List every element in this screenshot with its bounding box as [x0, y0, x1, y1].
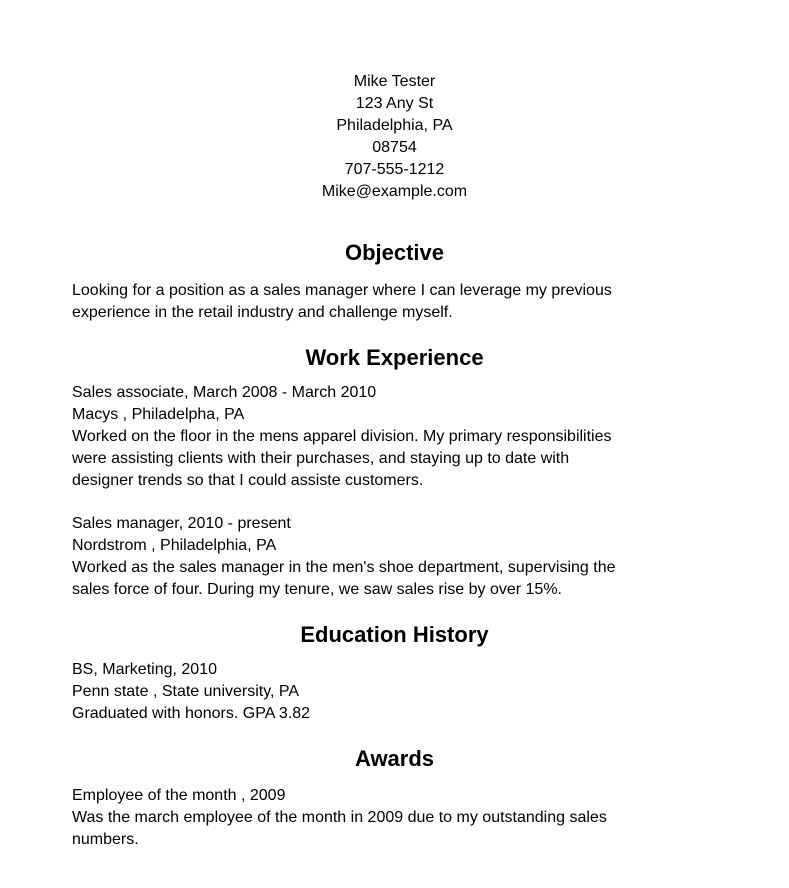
contact-street: 123 Any St — [355, 95, 434, 112]
job-description-line: Worked as the sales manager in the men's shoe department, supervising the — [72, 559, 616, 576]
job-title-dates: Sales associate, March 2008 - March 2010 — [72, 384, 377, 401]
award-entry — [72, 785, 717, 851]
job-description-line: sales force of four. During my tenure, we saw sales rise by over 15%. — [72, 581, 562, 598]
objective-paragraph — [72, 280, 717, 324]
job-title-dates: Sales manager, 2010 - present — [72, 515, 291, 532]
job-company-location: Nordstrom , Philadelphia, PA — [72, 537, 277, 554]
contact-block — [72, 71, 717, 203]
job-company-location: Macys , Philadelpha, PA — [72, 406, 245, 423]
job-entry — [72, 382, 717, 492]
education-entry — [72, 659, 717, 725]
contact-email: Mike@example.com — [321, 183, 468, 200]
section-heading-education: Education History — [300, 622, 489, 647]
contact-phone: 707-555-1212 — [344, 161, 445, 178]
section-heading-work-experience: Work Experience — [305, 345, 484, 370]
contact-name: Mike Tester — [353, 73, 436, 90]
award-title: Employee of the month , 2009 — [72, 787, 286, 804]
education-honors: Graduated with honors. GPA 3.82 — [72, 705, 311, 722]
job-description-line: were assisting clients with their purchases, and staying up to date with — [72, 450, 570, 467]
award-description-line: numbers. — [72, 831, 139, 848]
contact-zip: 08754 — [372, 139, 417, 156]
objective-line: experience in the retail industry and challenge myself. — [72, 304, 453, 321]
job-entry — [72, 513, 717, 601]
contact-city-state: Philadelphia, PA — [336, 117, 453, 134]
objective-line: Looking for a position as a sales manager where I can leverage my previous — [72, 282, 612, 299]
award-description-line: Was the march employee of the month in 2009 due to my outstanding sales — [72, 809, 607, 826]
job-description-line: designer trends so that I could assiste customers. — [72, 472, 424, 489]
education-school: Penn state , State university, PA — [72, 683, 300, 700]
education-degree: BS, Marketing, 2010 — [72, 661, 217, 678]
section-heading-awards: Awards — [354, 746, 435, 771]
job-description-line: Worked on the floor in the mens apparel division. My primary responsibilities — [72, 428, 612, 445]
section-heading-objective: Objective — [344, 240, 445, 265]
